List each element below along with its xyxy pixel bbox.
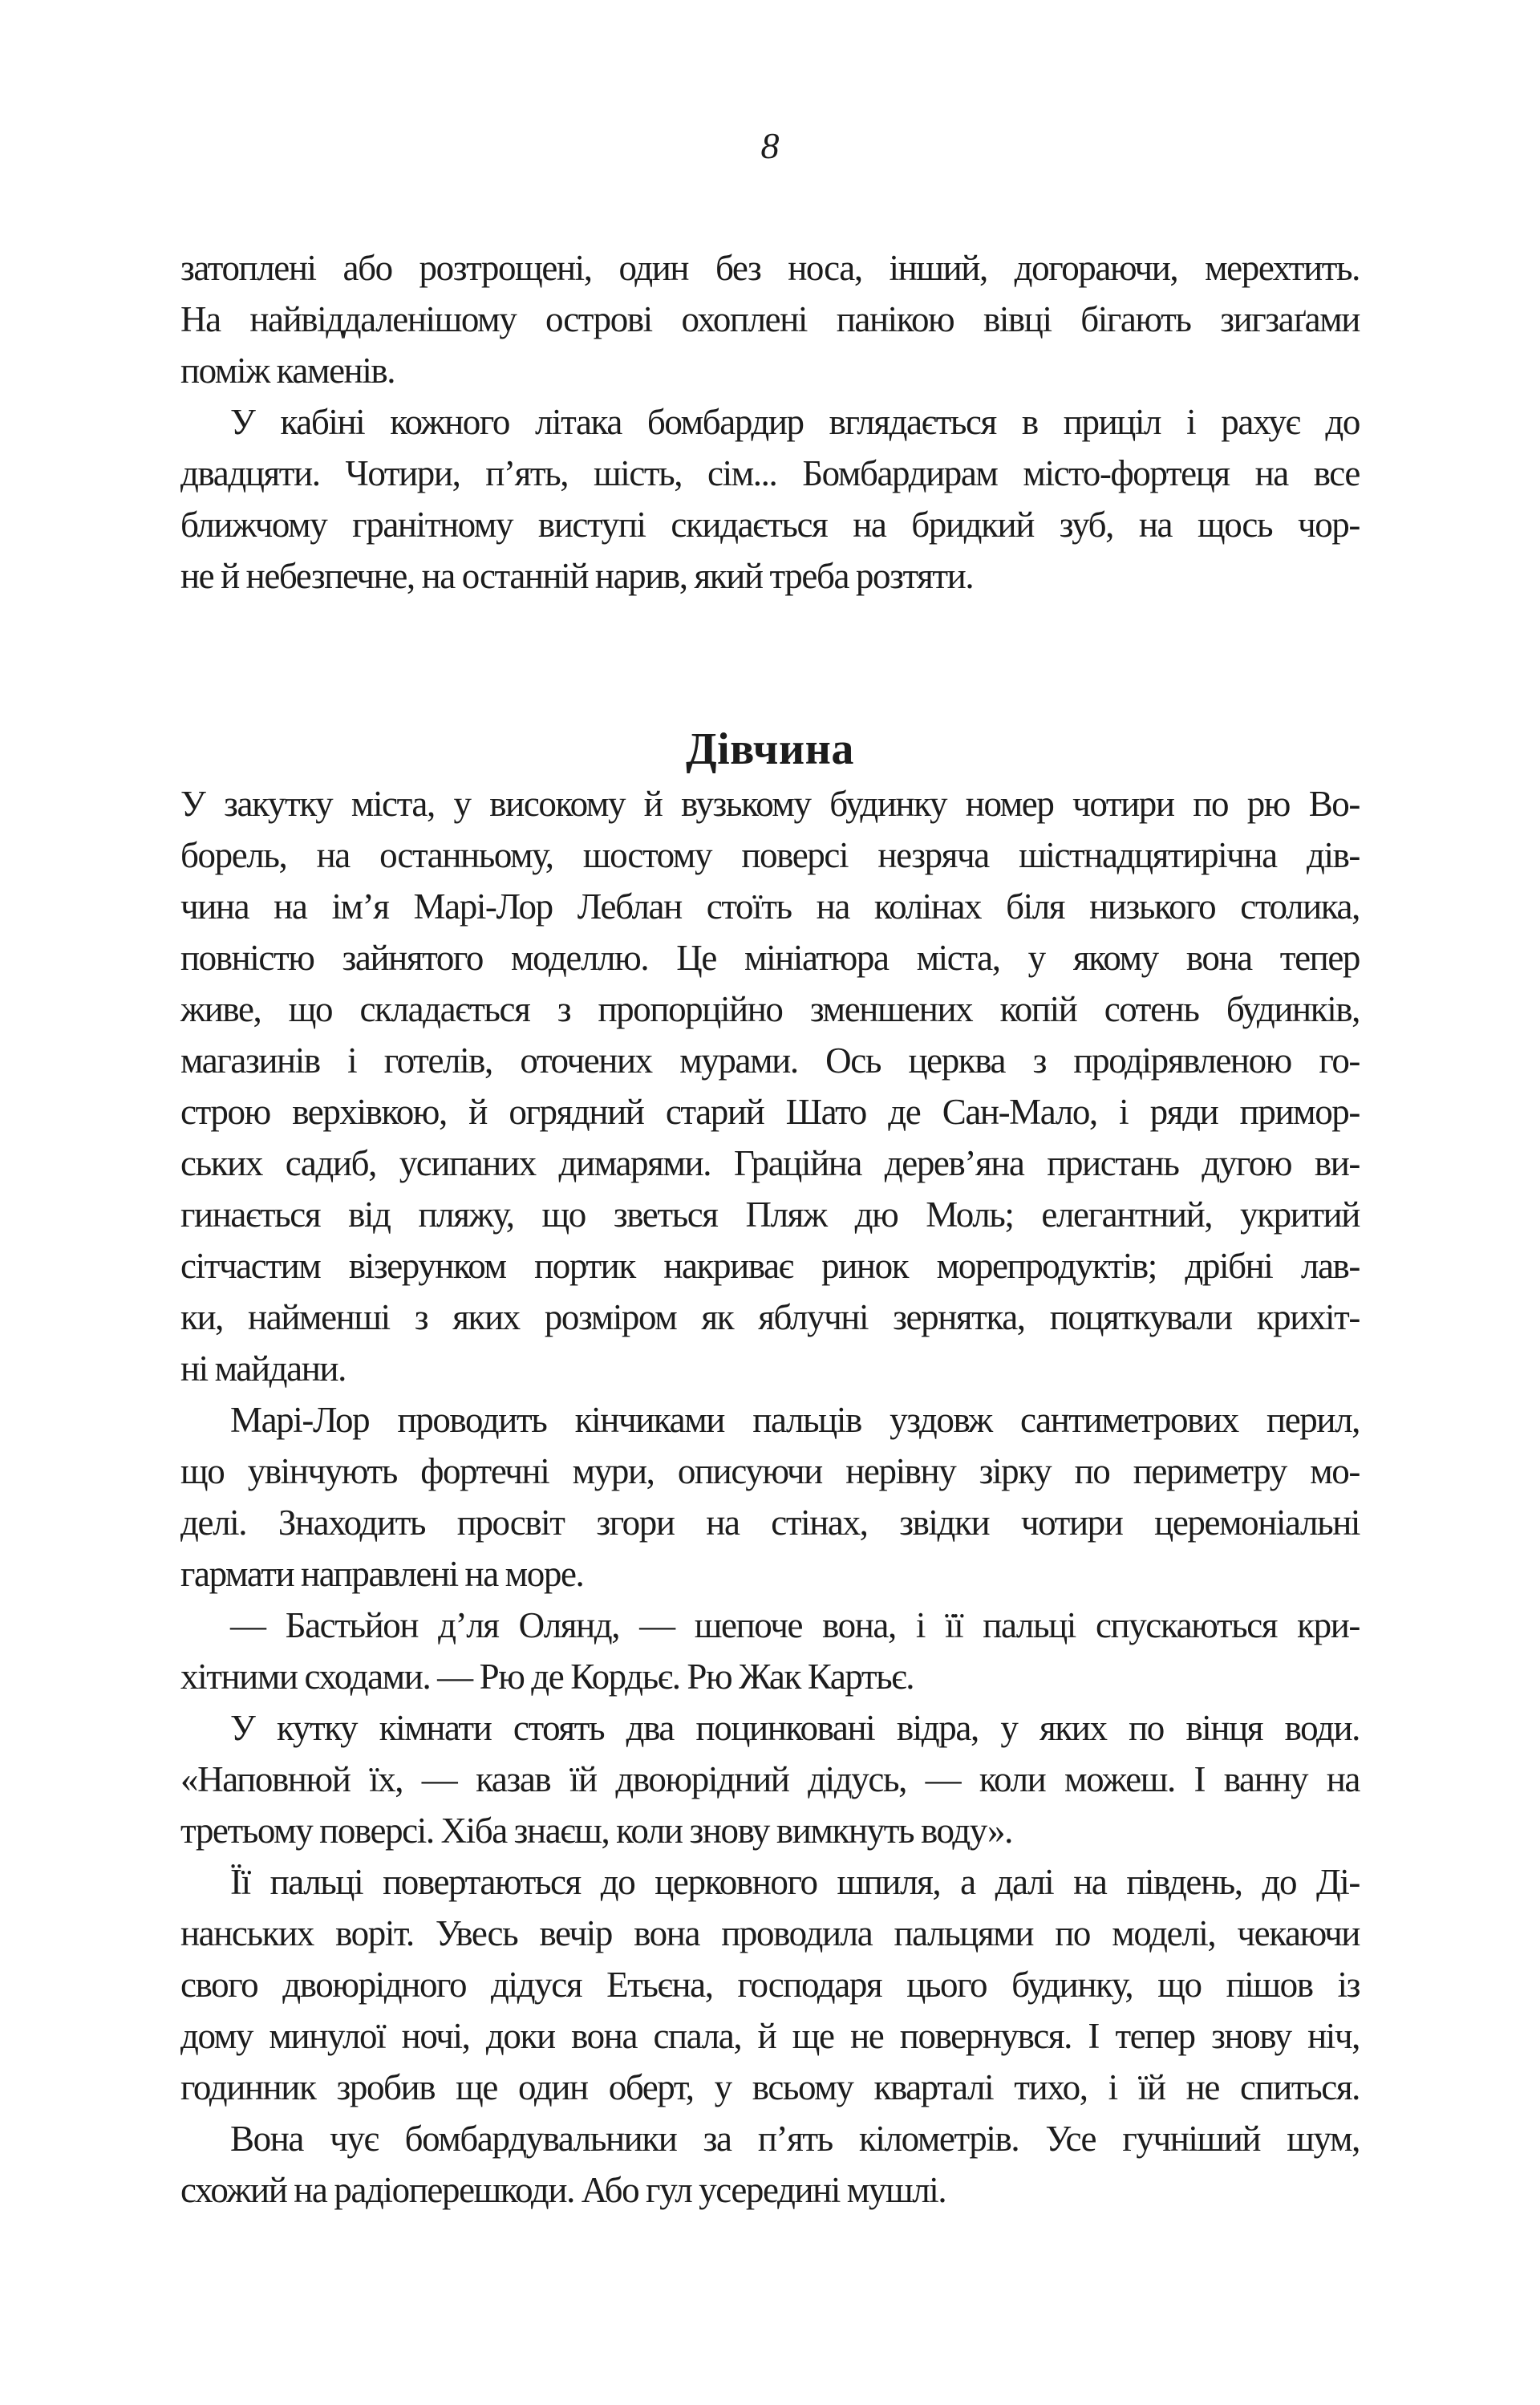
- text-line: ближчому гранітному виступі скидається на бридкий зуб, на щось чор-: [180, 505, 1360, 545]
- text-line: нанських воріт. Увесь вечір вона проводила пальцями по моделі, чекаючи: [180, 1913, 1360, 1953]
- text-line: дому минулої ночі, доки вона спала, й ще не повернувся. І тепер знову ніч,: [180, 2016, 1360, 2056]
- paragraph: [180, 2113, 1360, 2216]
- text-line: Вона чує бомбардувальники за п’ять кілометрів. Усе гучніший шум,: [230, 2119, 1360, 2159]
- text-line: третьому поверсі. Хіба знаєш, коли знову вимкнуть воду».: [180, 1811, 1012, 1851]
- text-after-heading: [180, 778, 1360, 2216]
- text-line: схожий на радіоперешкоди. Або гул усередині мушлі.: [180, 2170, 946, 2210]
- text-line: гармати направлені на море.: [180, 1554, 584, 1594]
- text-line: повністю зайнятого моделлю. Це мініатюра міста, у якому вона тепер: [180, 938, 1360, 978]
- text-line: «Наповнюй їх, — казав їй двоюрідний дідусь, — коли можеш. І ванну на: [180, 1759, 1360, 1799]
- paragraph: [180, 242, 1360, 396]
- text-line: не й небезпечне, на останній нарив, який треба розтяти.: [180, 556, 974, 596]
- text-line: Марі-Лор проводить кінчиками пальців уздовж сантиметрових перил,: [230, 1400, 1360, 1440]
- paragraph: [180, 1856, 1360, 2113]
- text-line: ні майдани.: [180, 1349, 346, 1389]
- text-line: хітними сходами. — Рю де Кордьє. Рю Жак Картьє.: [180, 1657, 914, 1697]
- text-line: У закутку міста, у високому й вузькому будинку номер чотири по рю Во-: [180, 784, 1360, 824]
- paragraph: [180, 1600, 1360, 1702]
- text-line: На найвіддаленішому острові охоплені панікою вівці бігають зигзаґами: [180, 299, 1360, 339]
- text-line: гинається від пляжу, що зветься Пляж дю Моль; елегантний, укритий: [180, 1194, 1360, 1235]
- text-line: — Бастьйон д’ля Олянд, — шепоче вона, і її пальці спускаються кри-: [230, 1605, 1360, 1645]
- page-number: 8: [760, 125, 780, 166]
- text-line: свого двоюрідного дідуся Етьєна, господаря цього будинку, що пішов із: [180, 1965, 1360, 2005]
- text-line: сітчастим візерунком портик накриває ринок морепродуктів; дрібні лав-: [180, 1246, 1360, 1286]
- text-line: поміж каменів.: [180, 351, 395, 391]
- text-line: живе, що складається з пропорційно зменшених копій сотень будинків,: [180, 989, 1360, 1029]
- text-line: затоплені або розтрощені, один без носа, інший, догораючи, мерехтить.: [180, 248, 1360, 288]
- text-line: що увінчують фортечні мури, описуючи нерівну зірку по периметру мо-: [180, 1451, 1360, 1491]
- paragraph: [180, 1394, 1360, 1600]
- text-line: строю верхівкою, й огрядний старий Шато де Сан-Мало, і ряди примор-: [180, 1092, 1360, 1132]
- paragraph: [180, 778, 1360, 1394]
- section-heading: Дівчина: [686, 724, 854, 775]
- text-line: годинник зробив ще один оберт, у всьому кварталі тихо, і їй не спиться.: [180, 2067, 1360, 2107]
- text-line: Її пальці повертаються до церковного шпиля, а далі на південь, до Ді-: [230, 1862, 1360, 1902]
- text-line: ських садиб, усипаних димарями. Граційна дерев’яна пристань дугою ви-: [180, 1143, 1360, 1183]
- paragraph: [180, 396, 1360, 602]
- text-line: У кабіні кожного літака бомбардир вглядається в приціл і рахує до: [230, 402, 1360, 442]
- text-line: У кутку кімнати стоять два поцинковані відра, у яких по вінця води.: [230, 1708, 1360, 1748]
- text-line: ки, найменші з яких розміром як яблучні зернятка, поцяткували крихіт-: [180, 1297, 1360, 1337]
- text-line: борель, на останньому, шостому поверсі незряча шістнадцятирічна дів-: [180, 835, 1360, 875]
- text-line: чина на ім’я Марі-Лор Леблан стоїть на колінах біля низького столика,: [180, 886, 1360, 927]
- paragraph: [180, 1702, 1360, 1856]
- text-line: магазинів і готелів, оточених мурами. Ось церква з продірявленою го-: [180, 1040, 1360, 1081]
- text-line: двадцяти. Чотири, п’ять, шість, сім... Бомбардирам місто-фортеця на все: [180, 453, 1360, 493]
- text-line: делі. Знаходить просвіт згори на стінах, звідки чотири церемоніальні: [180, 1503, 1360, 1543]
- text-before-heading: [180, 242, 1360, 602]
